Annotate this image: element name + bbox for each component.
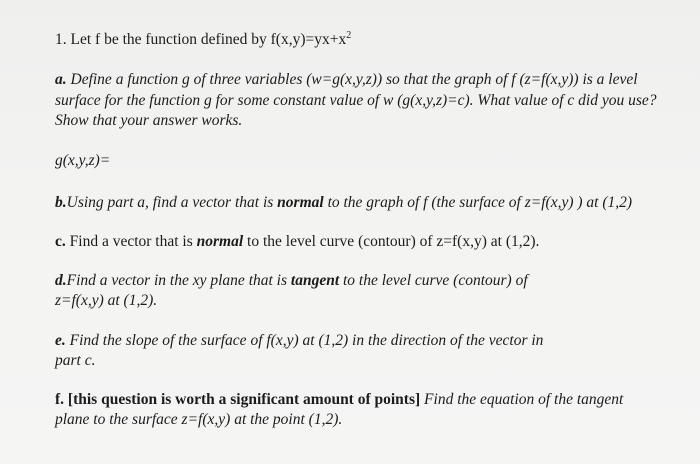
part-b-text-post: to the graph of f (the surface of z=f(x,y) ) at (1,2) (323, 194, 633, 211)
part-f-text-2: plane to the surface z=f(x,y) at the point (1,2). (55, 411, 343, 428)
part-d-line-1 (55, 271, 528, 291)
part-b-label: b. (55, 194, 67, 211)
part-e-label: e. (55, 332, 66, 349)
part-a-line-3 (55, 111, 242, 131)
part-d-line-2 (55, 291, 157, 311)
part-c-text-pre: Find a vector that is (69, 233, 197, 250)
part-a-text-3: Show that your answer works. (55, 112, 243, 129)
part-d-text-pre: Find a vector in the xy plane that is (66, 272, 291, 289)
part-f-line-1 (55, 390, 623, 410)
part-b (55, 193, 632, 213)
part-a-line-2 (55, 91, 657, 111)
part-d-label: d. (55, 272, 67, 289)
g-definition-label: g(x,y,z)= (55, 152, 111, 169)
part-e-line-2 (55, 351, 95, 371)
part-f-bold: [this question is worth a significant amount of points] (67, 391, 421, 408)
part-a-text-2: surface for the function g for some constant value of w (g(x,y,z)=c). What value of c did you use? (55, 92, 657, 109)
question-intro (55, 30, 351, 50)
part-c-bold: normal (196, 233, 244, 250)
exponent: 2 (346, 29, 352, 41)
part-c-label: c. (55, 233, 66, 250)
part-f-text-post: Find the equation of the tangent (420, 391, 624, 408)
part-c (55, 232, 539, 252)
part-f-label: f. (55, 391, 65, 408)
part-b-bold: normal (277, 194, 324, 211)
part-c-text-post: to the level curve (contour) of z=f(x,y) at (1,2). (243, 233, 540, 250)
part-d-text-post: to the level curve (contour) of (339, 272, 528, 289)
part-e-text-1: Find the slope of the surface of f(x,y) at (1,2) in the direction of the vector in (69, 332, 544, 349)
part-a-text-1: Define a function g of three variables (w=g(x,y,z)) so that the graph of f (z=f(x,y)) is a level (70, 71, 638, 88)
part-b-text-pre: Using part a, find a vector that is (66, 194, 278, 211)
part-d-bold: tangent (290, 272, 340, 289)
part-f-line-2 (55, 410, 342, 430)
question-intro-text: 1. Let f be the function defined by f(x,y)=yx+x (55, 31, 347, 48)
part-a-answer-label (55, 151, 110, 171)
part-a-line-1 (55, 70, 638, 90)
part-a-label: a. (55, 71, 67, 88)
part-e-line-1 (55, 331, 543, 351)
part-e-text-2: part c. (55, 352, 96, 369)
part-d-text-2: z=f(x,y) at (1,2). (55, 292, 158, 309)
